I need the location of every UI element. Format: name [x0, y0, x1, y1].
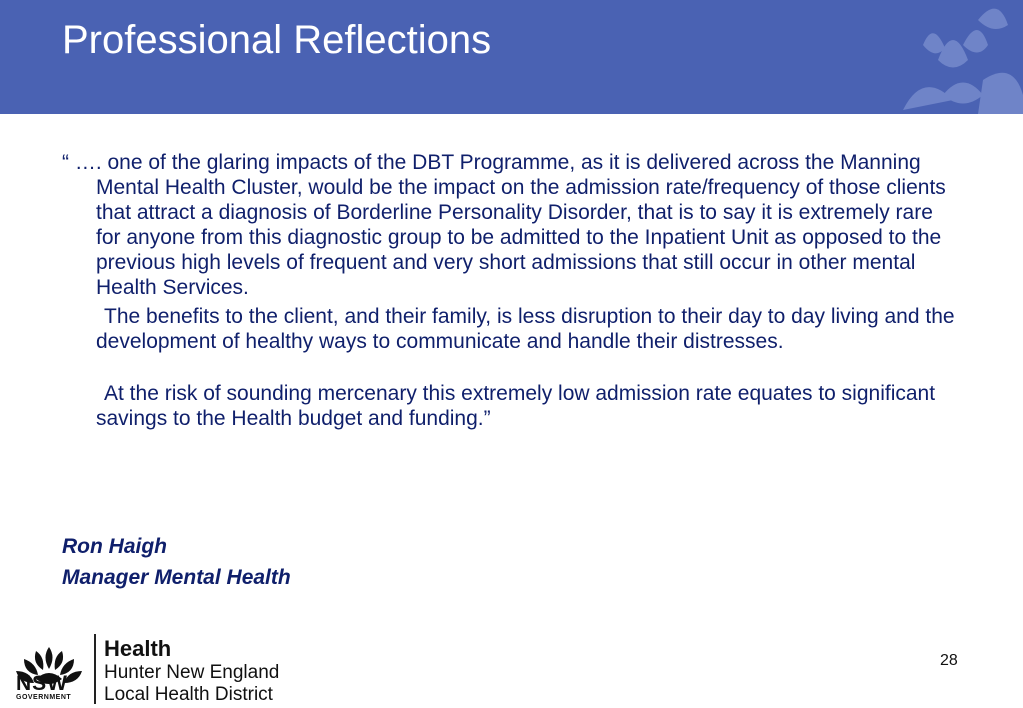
government-wordmark: GOVERNMENT	[16, 694, 72, 701]
quote-body	[62, 150, 962, 431]
district-line-2: Local Health District	[104, 684, 273, 705]
slide-header	[0, 0, 1023, 114]
district-line-1: Hunter New England	[104, 662, 280, 683]
district-name	[104, 638, 279, 706]
waratah-watermark-icon	[883, 0, 1023, 114]
quote-paragraph-3: At the risk of sounding mercenary this extremely low admission rate equates to significant savings to the Health budget and funding.”	[96, 382, 936, 430]
quote-paragraph-1: “ …. one of the glaring impacts of the DBT Programme, as it is delivered across the Manning Mental Health Cluster, would be the impact on the admission rate/frequency of those clients that attract a diagnosis of Borderline Personality Disorder, that is to say it is extremely rare for anyone from this diagnostic group to be admitted to the Inpatient Unit as opposed to the previous high levels of frequent and very short admissions that still occur in other mental Health Services.	[62, 151, 946, 299]
quote-paragraph-2: The benefits to the client, and their family, is less disruption to their day to day living and the development of healthy ways to communicate and handle their distresses.	[96, 305, 955, 353]
slide-title: Professional Reflections	[62, 18, 492, 62]
health-wordmark: Health	[104, 636, 172, 661]
author-role: Manager Mental Health	[62, 566, 291, 589]
nsw-health-logo	[12, 628, 312, 704]
nsw-wordmark: NSW	[16, 672, 68, 695]
logo-divider	[94, 634, 96, 704]
author-name: Ron Haigh	[62, 535, 167, 558]
page-number: 28	[940, 652, 958, 669]
